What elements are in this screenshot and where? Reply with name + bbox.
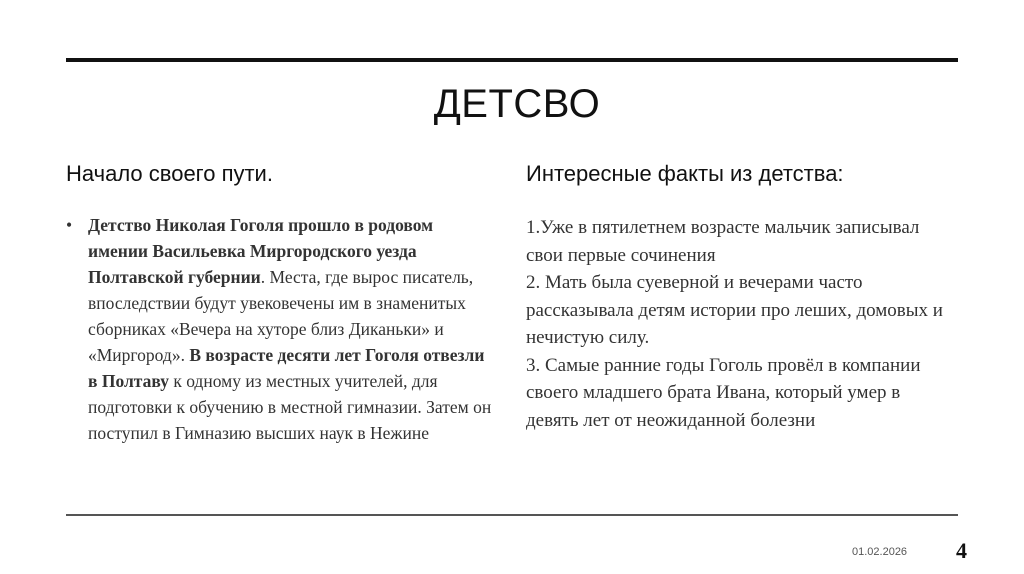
bullet-item xyxy=(66,212,496,446)
left-column-body xyxy=(66,212,496,446)
page-number: 4 xyxy=(956,538,967,563)
fact-item: 1.Уже в пятилетнем возрасте мальчик записывал свои первые сочинения xyxy=(526,217,920,266)
bold-text: Детство Николая Гоголя прошло в родовом имении Васильевка Миргородского уезда Полтавской губернии xyxy=(88,215,434,287)
bold-text: В возрасте десяти лет Гоголя отвезли в Полтаву xyxy=(88,345,485,391)
body-text: к одному из местных учителей, для подготовки к обучению в местной гимназии. Затем он поступил в Гимназию высших наук в Нежине xyxy=(88,371,492,443)
bullet-icon: • xyxy=(66,215,73,235)
body-text: . Места, где вырос писатель, впоследствии будут увековечены им в знаменитых сборниках «Вечера на хуторе близ Диканьки» и «Миргород». xyxy=(88,267,474,365)
bottom-divider xyxy=(66,514,958,516)
fact-item: 2. Мать была суеверной и вечерами часто рассказывала детям истории про леших, домовых и нечистую силу. xyxy=(526,272,943,348)
footer-date: 01.02.2026 xyxy=(852,546,908,558)
top-divider xyxy=(66,58,958,62)
left-column-heading: Начало своего пути. xyxy=(66,161,273,186)
fact-item: 3. Самые ранние годы Гоголь провёл в компании своего младшего брата Ивана, который умер в девять лет от неожиданной болезни xyxy=(526,354,921,431)
slide-title: ДЕТСВО xyxy=(433,82,601,126)
right-column-body xyxy=(526,214,956,434)
right-column-heading: Интересные факты из детства: xyxy=(526,161,844,186)
